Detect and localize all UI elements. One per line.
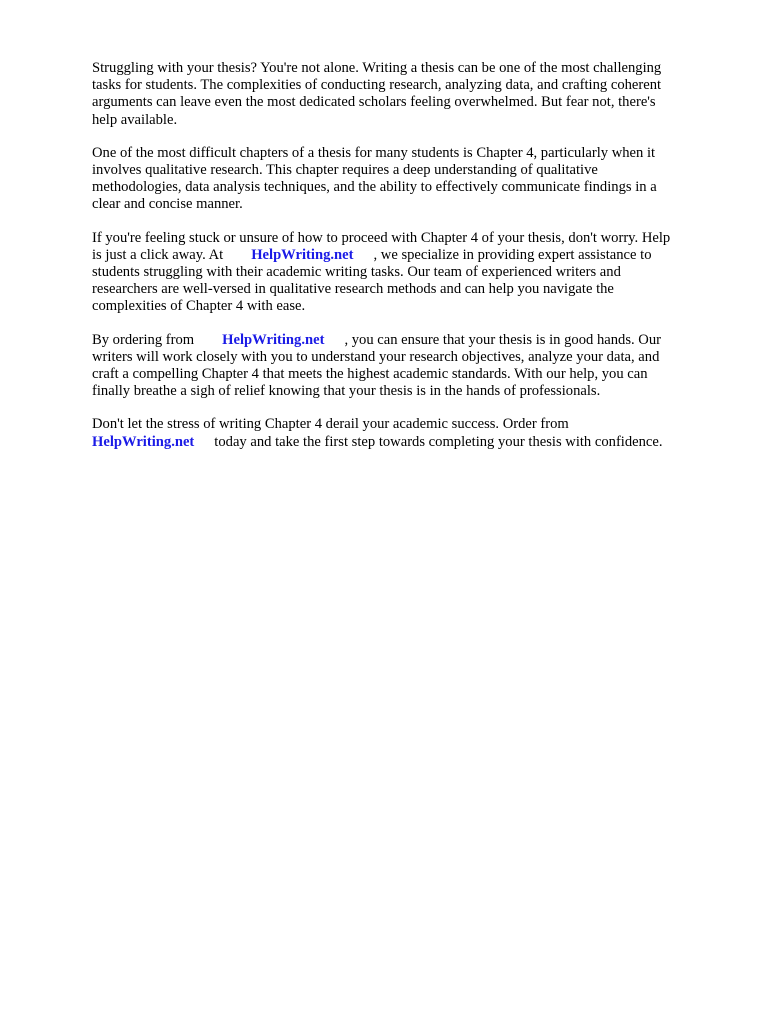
paragraph-intro — [92, 60, 732, 129]
paragraph-help — [92, 230, 732, 316]
text-line: students struggling with their academic writing tasks. Our team of experienced writers and — [92, 264, 621, 281]
text-line: involves qualitative research. This chapter requires a deep understanding of qualitative — [92, 162, 598, 179]
text-line-with-link — [92, 434, 732, 451]
text-line: tasks for students. The complexities of conducting research, analyzing data, and crafting coherent — [92, 77, 662, 94]
text-line: clear and concise manner. — [92, 196, 243, 213]
text-fragment: By ordering from — [92, 331, 195, 348]
text-line: complexities of Chapter 4 with ease. — [92, 298, 306, 315]
helpwriting-link[interactable]: HelpWriting.net — [92, 433, 195, 450]
text-fragment: is just a click away. At — [92, 246, 224, 263]
text-line: Don't let the stress of writing Chapter 4 derail your academic success. Order from — [92, 416, 569, 433]
text-line-with-link — [92, 247, 732, 264]
text-line: methodologies, data analysis techniques, and the ability to effectively communicate findings in a — [92, 179, 657, 196]
text-line: One of the most difficult chapters of a thesis for many students is Chapter 4, particularly when it — [92, 144, 656, 161]
text-line: help available. — [92, 111, 178, 128]
paragraph-call-to-action — [92, 416, 732, 450]
text-line-with-link — [92, 332, 732, 349]
text-fragment: today and take the first step towards completing your thesis with confidence. — [214, 433, 663, 450]
paragraph-ordering — [92, 332, 732, 401]
paragraph-chapter-4 — [92, 145, 732, 214]
text-fragment: , you can ensure that your thesis is in good hands. Our — [344, 331, 661, 348]
text-line: arguments can leave even the most dedicated scholars feeling overwhelmed. But fear not, there's — [92, 94, 656, 111]
helpwriting-link[interactable]: HelpWriting.net — [222, 331, 325, 348]
text-line: finally breathe a sigh of relief knowing that your thesis is in the hands of professionals. — [92, 383, 601, 400]
text-line: If you're feeling stuck or unsure of how to proceed with Chapter 4 of your thesis, don't worry. Help — [92, 229, 671, 246]
helpwriting-link[interactable]: HelpWriting.net — [251, 246, 354, 263]
text-line: craft a compelling Chapter 4 that meets the highest academic standards. With our help, you can — [92, 366, 648, 383]
text-line: researchers are well-versed in qualitative research methods and can help you navigate the — [92, 281, 614, 298]
text-fragment: , we specialize in providing expert assistance to — [373, 246, 652, 263]
text-line: writers will work closely with you to understand your research objectives, analyze your data, and — [92, 348, 660, 365]
document-page — [92, 60, 732, 467]
text-line: Struggling with your thesis? You're not alone. Writing a thesis can be one of the most challenging — [92, 60, 662, 76]
